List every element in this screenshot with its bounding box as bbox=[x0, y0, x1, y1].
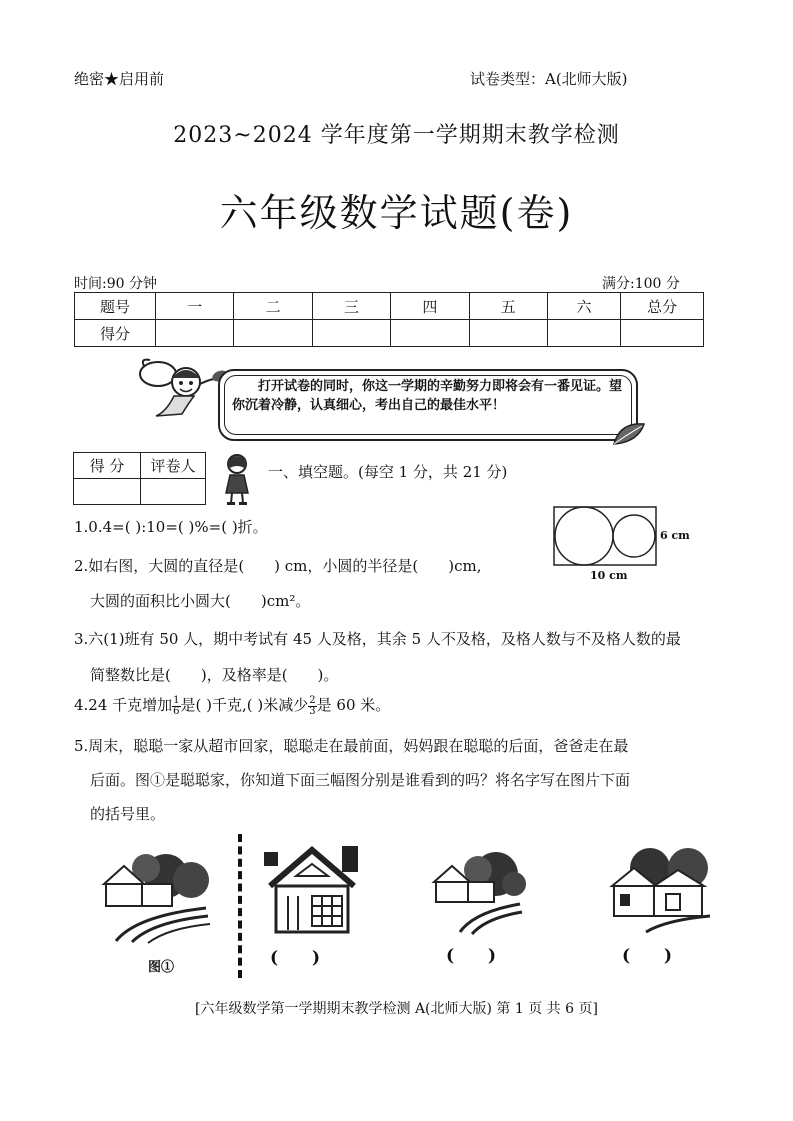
house-figure-4 bbox=[606, 846, 716, 936]
table-cell: 得 分 bbox=[74, 453, 141, 479]
leaf-icon bbox=[610, 418, 648, 448]
figure-height-label: 6 cm bbox=[660, 529, 690, 542]
score-input-cell[interactable] bbox=[469, 320, 547, 347]
question-5-line1: 5.周末，聪聪一家从超市回家，聪聪走在最前面，妈妈跟在聪聪的后面，爸爸走在最 bbox=[74, 737, 629, 755]
table-cell: 得分 bbox=[75, 320, 156, 347]
banner-text: 打开试卷的同时，你这一学期的辛勤努力即将会有一番见证。望你沉着冷静，认真细心，考出自己的最佳水平！ bbox=[232, 379, 623, 413]
question-3-line2: 简整数比是( )，及格率是( )。 bbox=[90, 666, 339, 684]
table-cell: 总分 bbox=[621, 293, 704, 320]
fraction bbox=[308, 696, 316, 717]
table-cell: 评卷人 bbox=[141, 453, 206, 479]
fraction-denominator: 3 bbox=[309, 705, 316, 717]
answer-blank-3[interactable]: ( ) bbox=[446, 946, 497, 966]
table-cell: 二 bbox=[234, 293, 312, 320]
table-cell: 三 bbox=[312, 293, 390, 320]
answer-blank-4[interactable]: ( ) bbox=[622, 946, 673, 966]
table-row bbox=[74, 453, 206, 479]
table-cell: 五 bbox=[469, 293, 547, 320]
score-input-cell[interactable] bbox=[621, 320, 704, 347]
encouragement-banner bbox=[218, 369, 638, 441]
score-table bbox=[74, 292, 704, 347]
question-5-line2: 后面。图①是聪聪家，你知道下面三幅图分别是谁看到的吗？将名字写在图片下面 bbox=[90, 771, 631, 789]
figure-1-label: 图① bbox=[148, 960, 175, 975]
question-4-part2: 是( )千克,( )米减少 bbox=[180, 696, 309, 714]
table-row bbox=[74, 479, 206, 505]
score-input-cell[interactable] bbox=[391, 320, 469, 347]
question-2-line2: 大圆的面积比小圆大( )cm²。 bbox=[90, 592, 311, 610]
page-footer: [六年级数学第一学期期末教学检测 A(北师大版) 第 1 页 共 6 页] bbox=[195, 1001, 598, 1017]
fraction-numerator: 1 bbox=[173, 694, 180, 706]
figure-width-label: 10 cm bbox=[590, 569, 628, 582]
grader-table bbox=[73, 452, 206, 505]
fraction-numerator: 2 bbox=[309, 694, 316, 706]
house-figure-3 bbox=[430, 846, 526, 936]
fraction bbox=[172, 696, 180, 717]
answer-blank-2[interactable]: ( ) bbox=[270, 948, 321, 968]
score-input-cell[interactable] bbox=[548, 320, 621, 347]
fraction-denominator: 6 bbox=[173, 705, 180, 717]
score-input-cell[interactable] bbox=[312, 320, 390, 347]
table-cell: 题号 bbox=[75, 293, 156, 320]
question-4-part1: 4.24 千克增加 bbox=[74, 696, 173, 714]
dashed-divider bbox=[238, 834, 242, 978]
house-figure-2 bbox=[264, 846, 360, 936]
question-5-line3: 的括号里。 bbox=[90, 805, 166, 823]
score-input-cell[interactable] bbox=[234, 320, 312, 347]
full-score: 满分:100 分 bbox=[602, 276, 680, 292]
table-cell: 四 bbox=[391, 293, 469, 320]
paper-title: 六年级数学试题(卷) bbox=[219, 191, 574, 235]
score-input-cell[interactable] bbox=[156, 320, 234, 347]
question-3-line1: 3.六(1)班有 50 人，期中考试有 45 人及格，其余 5 人不及格，及格人数与不及格人数的最 bbox=[74, 630, 681, 648]
table-row bbox=[75, 320, 704, 347]
question-1: 1.0.4=( ):10=( )%=( )折。 bbox=[74, 518, 268, 536]
table-cell: 六 bbox=[548, 293, 621, 320]
paper-type-label: 试卷类型：A(北师大版) bbox=[470, 70, 628, 88]
exam-title: 2023~2024 学年度第一学期期末教学检测 bbox=[173, 123, 620, 148]
reviewer-input-cell[interactable] bbox=[141, 479, 206, 505]
question-4-part3: 是 60 米。 bbox=[316, 696, 391, 714]
score-input-cell[interactable] bbox=[74, 479, 141, 505]
table-cell: 一 bbox=[156, 293, 234, 320]
time-limit: 时间:90 分钟 bbox=[74, 276, 157, 292]
question-2-line1: 2.如右图，大圆的直径是( ) cm，小圆的半径是( )cm, bbox=[74, 557, 482, 575]
confidential-label: 绝密★启用前 bbox=[74, 70, 165, 88]
section-heading: 一、填空题。(每空 1 分，共 21 分) bbox=[268, 463, 508, 481]
girl-cartoon-icon bbox=[218, 451, 256, 507]
question-4 bbox=[74, 694, 390, 717]
house-figure-1 bbox=[96, 846, 216, 946]
table-row bbox=[75, 293, 704, 320]
